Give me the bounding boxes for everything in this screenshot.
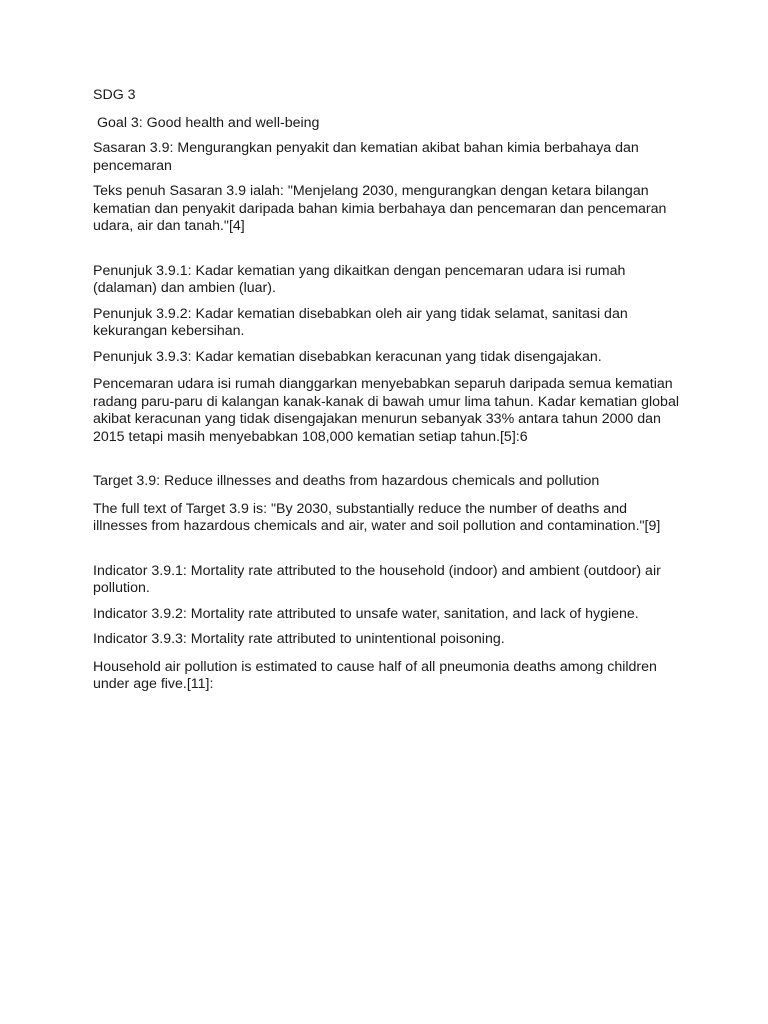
english-target: Target 3.9: Reduce illnesses and deaths from hazardous chemicals and pollution <box>93 473 600 489</box>
english-note: Household air pollution is estimated to cause half of all pneumonia deaths among children under age five.[11]: <box>93 658 657 692</box>
english-indicator-3: Indicator 3.9.3: Mortality rate attributed to unintentional poisoning. <box>93 631 505 647</box>
english-indicator-2: Indicator 3.9.2: Mortality rate attributed to unsafe water, sanitation, and lack of hygiene. <box>93 605 639 622</box>
malay-indicator-3: Penunjuk 3.9.3: Kadar kematian disebabkan keracunan yang tidak disengajakan. <box>93 348 602 365</box>
malay-full-text: Teks penuh Sasaran 3.9 ialah: "Menjelang 2030, mengurangkan dengan ketara bilangan kematian dan penyakit daripada bahan kimia berbahaya dan pencemaran dan pencemaran udara, air dan tanah."[4] <box>93 183 667 234</box>
english-indicator-1: Indicator 3.9.1: Mortality rate attributed to the household (indoor) and ambient (outdoor) air pollution. <box>93 562 661 596</box>
malay-indicator-1: Penunjuk 3.9.1: Kadar kematian yang dikaitkan dengan pencemaran udara isi rumah (dalaman) dan ambien (luar). <box>93 262 626 296</box>
english-full-text: The full text of Target 3.9 is: "By 2030, substantially reduce the number of deaths and illnesses from hazardous chemicals and air, water and soil pollution and contamination."[9] <box>93 500 661 534</box>
malay-indicator-2: Penunjuk 3.9.2: Kadar kematian disebabkan oleh air yang tidak selamat, sanitasi dan kekurangan kebersihan. <box>93 305 628 339</box>
malay-note: Pencemaran udara isi rumah dianggarkan menyebabkan separuh daripada semua kematian radang paru-paru di kalangan kanak-kanak di bawah umur lima tahun. Kadar kematian global akibat keracunan yang tidak disengajakan menurun sebanyak 33% antara tahun 2000 dan 2015 tetapi masih menyebabkan 108,000 kematian setiap tahun.[5]:6 <box>93 376 679 445</box>
goal-heading: Goal 3: Good health and well-being <box>97 114 320 131</box>
malay-target: Sasaran 3.9: Mengurangkan penyakit dan kematian akibat bahan kimia berbahaya dan pencemaran <box>93 140 639 174</box>
document-page <box>93 87 683 694</box>
document-title: SDG 3 <box>93 87 136 103</box>
